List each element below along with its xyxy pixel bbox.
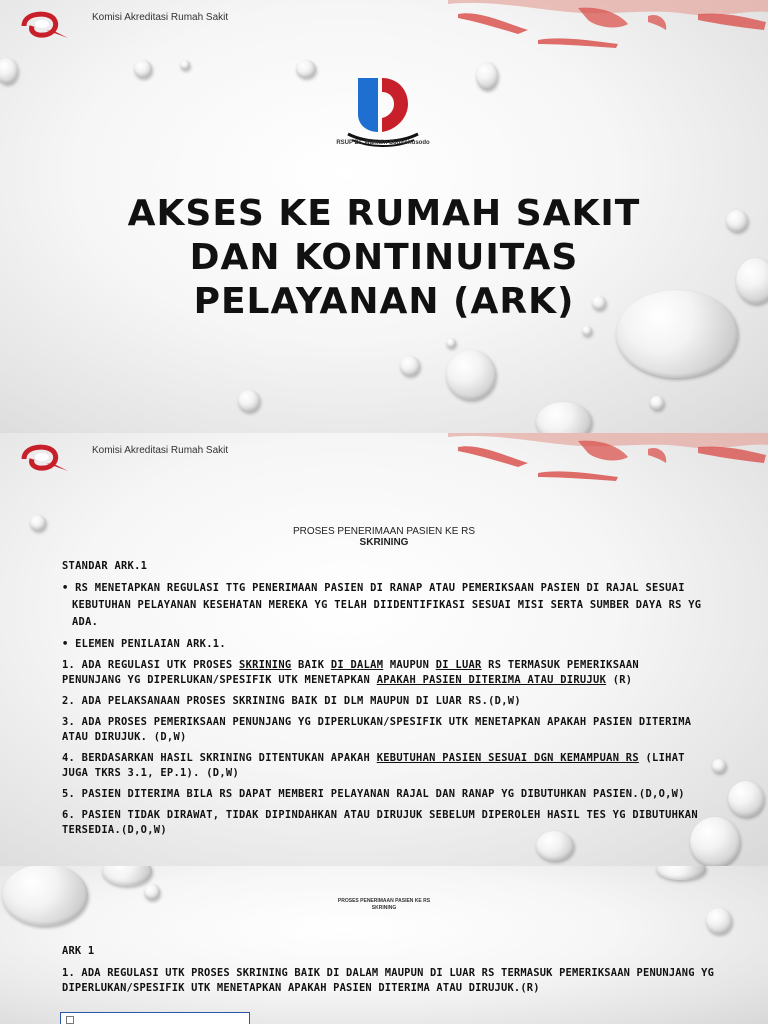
title-line: DAN KONTINUITAS — [189, 237, 579, 278]
water-drop — [726, 210, 748, 232]
slide-subtitle: SKRINING — [371, 905, 397, 911]
water-drop — [2, 866, 88, 926]
kars-logo-icon — [16, 8, 80, 42]
water-drop — [446, 350, 496, 400]
text-run: 1. ADA REGULASI UTK PROSES — [62, 659, 240, 671]
text-run: (R) — [606, 674, 633, 686]
slide-title-text: PROSES PENERIMAAN PASIEN KE RS — [337, 898, 431, 904]
water-drop — [134, 60, 152, 78]
water-drop — [650, 396, 664, 410]
list-item — [62, 751, 702, 781]
slide-body — [62, 559, 702, 838]
text-run: KEBUTUHAN PASIEN SESUAI DGN KEMAMPUAN RS — [376, 752, 639, 764]
water-drop — [656, 866, 706, 880]
slide-subtitle: SKRINING — [359, 537, 409, 548]
water-drop — [728, 781, 764, 817]
indonesia-map-icon — [448, 433, 768, 489]
hospital-logo-caption: RSUP Dr. Wahidin Sudirohusodo — [336, 140, 430, 146]
text-run: DI LUAR — [435, 659, 482, 671]
standard-heading: STANDAR ARK.1 — [62, 560, 148, 572]
water-drop — [446, 338, 456, 348]
water-drop — [582, 326, 592, 336]
slide-header — [0, 0, 768, 56]
water-drop — [736, 258, 768, 304]
slide-title — [84, 192, 684, 324]
list-item: 1. ADA REGULASI UTK PROSES SKRINING BAIK DI DALAM MAUPUN DI LUAR RS TERMASUK PEMERIKSAAN PENUNJANG YG DIPERLUKAN/SPESIFIK UTK MENETAPKAN APAKAH PASIEN DITERIMA ATAU DIRUJUK.(R) — [62, 967, 715, 994]
text-run: (LIHAT JUGA TKRS 3.1, EP.1). (D,W) — [62, 752, 685, 779]
text-run: APAKAH PASIEN DITERIMA ATAU DIRUJUK — [376, 674, 607, 686]
title-slide — [0, 0, 768, 433]
water-drop — [180, 60, 190, 70]
list-item: 5. PASIEN DITERIMA BILA RS DAPAT MEMBERI PELAYANAN RAJAL DAN RANAP YG DIBUTUHKAN PASIEN.(D,O,W) — [62, 788, 685, 800]
content-slide — [0, 433, 768, 866]
list-item: 3. ADA PROSES PEMERIKSAAN PENUNJANG YG DIPERLUKAN/SPESIFIK UTK MENETAPKAN APAKAH PASIEN DITERIMA ATAU DIRUJUK. (D,W) — [62, 716, 692, 743]
text-run: 4. BERDASARKAN HASIL SKRINING DITENTUKAN APAKAH — [62, 752, 377, 764]
title-line: AKSES KE RUMAH SAKIT — [127, 193, 641, 234]
content-slide — [0, 866, 768, 1024]
bullet-item: • ELEMEN PENILAIAN ARK.1. — [62, 638, 226, 650]
water-drop — [102, 866, 152, 886]
slide-header — [0, 433, 768, 489]
water-drop — [400, 356, 420, 376]
text-run: SKRINING — [239, 659, 292, 671]
bullet-item: • RS MENETAPKAN REGULASI TTG PENERIMAAN PASIEN DI RANAP ATAU PEMERIKSAAN PASIEN DI RAJAL SESUAI KEBUTUHAN PELAYANAN KESEHATAN MEREKA YG TELAH DIIDENTIFIKASI SESUAI MISI SERTA SUMBER DAYA RS YG ADA. — [62, 582, 702, 628]
slide-title: PROSES PENERIMAAN PASIEN KE RS — [292, 526, 476, 537]
water-drop — [296, 60, 316, 78]
embedded-table — [60, 1012, 250, 1024]
water-drop — [238, 390, 260, 412]
indonesia-map-icon — [448, 0, 768, 56]
water-drop — [712, 759, 726, 773]
image-placeholder-icon — [66, 1016, 74, 1024]
water-drop — [476, 62, 498, 90]
org-name: Komisi Akreditasi Rumah Sakit — [92, 445, 229, 456]
water-drop — [536, 402, 592, 433]
text-run: RS TERMASUK PEMERIKSAAN PENUNJANG YG DIPERLUKAN/SPESIFIK UTK MENETAPKAN — [62, 659, 639, 686]
text-run: MAUPUN — [383, 659, 436, 671]
text-run: DI DALAM — [330, 659, 384, 671]
slide-title — [0, 898, 768, 912]
list-item — [62, 658, 702, 688]
org-name: Komisi Akreditasi Rumah Sakit — [92, 12, 229, 23]
text-run: BAIK — [291, 659, 331, 671]
kars-logo-icon — [16, 441, 80, 475]
list-item: 2. ADA PELAKSANAAN PROSES SKRINING BAIK DI DLM MAUPUN DI LUAR RS.(D,W) — [62, 695, 521, 707]
title-line: PELAYANAN (ARK) — [193, 281, 575, 322]
slide-body — [62, 944, 722, 996]
list-item: 6. PASIEN TIDAK DIRAWAT, TIDAK DIPINDAHKAN ATAU DIRUJUK SEBELUM DIPEROLEH HASIL TES YG DIBUTUHKAN TERSEDIA.(D,O,W) — [62, 809, 698, 836]
section-heading: ARK 1 — [62, 945, 95, 957]
water-drop — [0, 58, 18, 84]
